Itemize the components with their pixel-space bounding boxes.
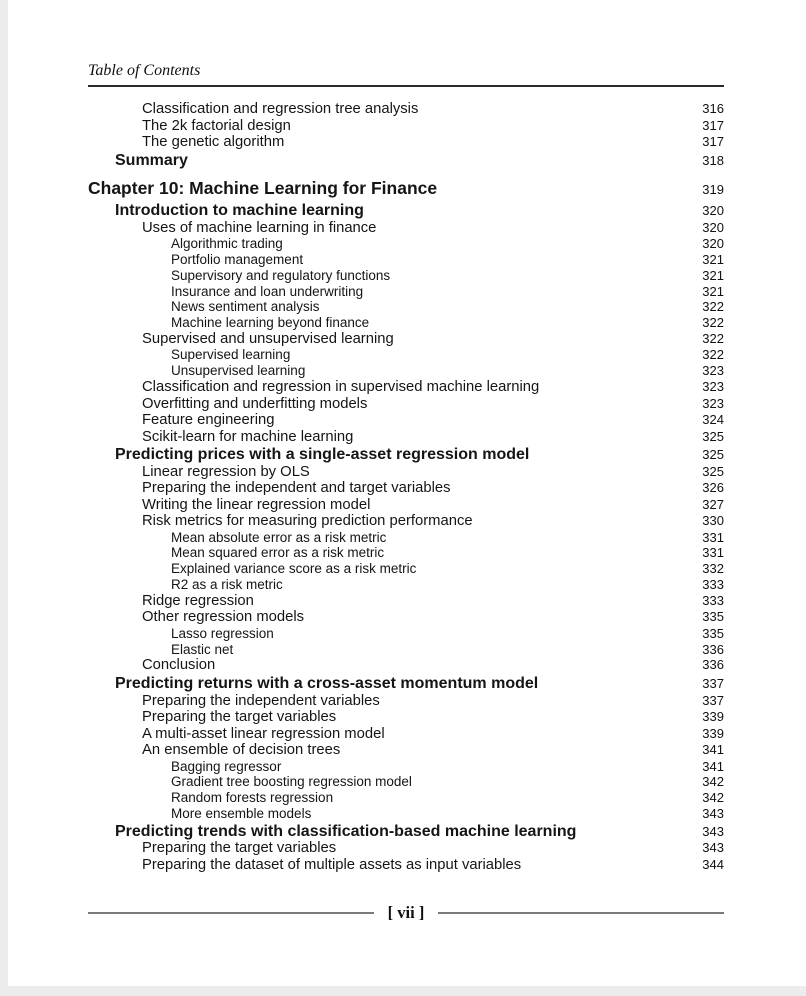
toc-entry-page: 339 <box>702 725 724 741</box>
toc-entry <box>88 236 724 252</box>
toc-entry <box>88 152 724 170</box>
toc-entry-label: Explained variance score as a risk metric <box>171 561 417 577</box>
toc-entry-label: Other regression models <box>142 609 305 626</box>
footer-rule-right <box>438 912 724 914</box>
toc-entry <box>88 693 724 710</box>
toc-entry-page: 319 <box>702 182 724 198</box>
toc-entry-page: 342 <box>702 790 724 806</box>
toc-entry-page: 325 <box>702 428 724 444</box>
toc-entry-page: 322 <box>702 330 724 346</box>
toc-entry <box>88 299 724 315</box>
toc-entry-label: More ensemble models <box>171 805 312 821</box>
toc-entry-label: R2 as a risk metric <box>171 577 283 593</box>
toc-entry-label: Elastic net <box>171 641 234 657</box>
toc-entry-page: 322 <box>702 299 724 315</box>
toc-entry-label: Portfolio management <box>171 251 304 267</box>
toc-entry-label: Preparing the independent variables <box>142 692 380 709</box>
toc-entry <box>88 642 724 658</box>
toc-entry-label: Linear regression by OLS <box>142 463 310 480</box>
toc-entry-label: Classification and regression in supervised machine learning <box>142 379 540 396</box>
toc-entry-label: Gradient tree boosting regression model <box>171 774 412 790</box>
toc-entry-page: 325 <box>702 447 724 463</box>
toc-entry <box>88 790 724 806</box>
toc-entry-label: Conclusion <box>142 657 216 674</box>
toc-entry-page: 343 <box>702 805 724 821</box>
toc-entry <box>88 315 724 331</box>
toc-entry-page: 322 <box>702 315 724 331</box>
toc-entry-label: Summary <box>115 151 188 169</box>
toc-entry <box>88 626 724 642</box>
toc-entry-label: Predicting prices with a single-asset regression model <box>115 446 530 464</box>
toc-entry-label: Introduction to machine learning <box>115 202 364 220</box>
toc-entry-label: Preparing the target variables <box>142 840 337 857</box>
toc-entry-page: 336 <box>702 641 724 657</box>
toc-entry-label: News sentiment analysis <box>171 299 320 315</box>
toc-entry <box>88 513 724 530</box>
toc-entry-page: 336 <box>702 657 724 673</box>
toc-entry <box>88 806 724 822</box>
toc-entry <box>88 331 724 348</box>
toc-entry-page: 337 <box>702 675 724 691</box>
toc-entry <box>88 464 724 481</box>
toc-entry <box>88 101 724 118</box>
toc-entry-label: Overfitting and underfitting models <box>142 395 368 412</box>
toc-list <box>88 101 724 873</box>
toc-entry-label: Feature engineering <box>142 412 275 429</box>
toc-entry-page: 323 <box>702 395 724 411</box>
toc-entry-label: Bagging regressor <box>171 758 282 774</box>
toc-entry-label: Scikit-learn for machine learning <box>142 428 354 445</box>
toc-entry-page: 322 <box>702 347 724 363</box>
toc-entry-label: Chapter 10: Machine Learning for Finance <box>88 178 438 199</box>
toc-entry <box>88 742 724 759</box>
toc-entry-label: The 2k factorial design <box>142 117 291 134</box>
toc-entry <box>88 284 724 300</box>
toc-entry-label: Classification and regression tree analysis <box>142 101 419 117</box>
toc-entry-label: Preparing the independent and target variables <box>142 480 451 497</box>
toc-entry <box>88 857 724 874</box>
toc-entry-label: A multi-asset linear regression model <box>142 725 385 742</box>
toc-entry-label: An ensemble of decision trees <box>142 742 341 759</box>
toc-entry-page: 321 <box>702 267 724 283</box>
toc-entry-page: 318 <box>702 152 724 168</box>
page-footer <box>88 903 724 923</box>
toc-entry-label: Mean squared error as a risk metric <box>171 545 385 561</box>
toc-entry <box>88 759 724 775</box>
header-title: Table of Contents <box>88 62 201 79</box>
toc-entry <box>88 429 724 446</box>
toc-entry <box>88 709 724 726</box>
toc-entry-page: 335 <box>702 609 724 625</box>
toc-entry-page: 324 <box>702 412 724 428</box>
toc-entry <box>88 577 724 593</box>
toc-entry <box>88 446 724 464</box>
toc-entry <box>88 545 724 561</box>
toc-entry <box>88 593 724 610</box>
toc-entry-page: 320 <box>702 236 724 252</box>
toc-entry-page: 320 <box>702 219 724 235</box>
toc-entry-page: 335 <box>702 625 724 641</box>
toc-entry <box>88 774 724 790</box>
toc-entry-page: 317 <box>702 134 724 149</box>
toc-entry <box>88 363 724 379</box>
toc-entry-page: 321 <box>702 283 724 299</box>
toc-entry-label: The genetic algorithm <box>142 134 285 150</box>
toc-entry <box>88 347 724 363</box>
toc-entry-page: 332 <box>702 561 724 577</box>
toc-entry-page: 317 <box>702 117 724 133</box>
toc-entry-page: 320 <box>702 203 724 219</box>
toc-entry-label: Algorithmic trading <box>171 236 283 252</box>
toc-entry-label: Preparing the target variables <box>142 709 337 726</box>
toc-entry-label: Ridge regression <box>142 592 254 609</box>
toc-entry <box>88 561 724 577</box>
toc-entry-label: Supervisory and regulatory functions <box>171 267 391 283</box>
toc-entry <box>88 609 724 626</box>
toc-entry-label: Unsupervised learning <box>171 363 306 379</box>
toc-entry <box>88 840 724 857</box>
toc-entry-label: Writing the linear regression model <box>142 496 371 513</box>
toc-entry <box>88 657 724 674</box>
toc-entry-label: Random forests regression <box>171 790 334 806</box>
toc-entry <box>88 268 724 284</box>
toc-entry-page: 316 <box>702 101 724 116</box>
toc-entry-label: Machine learning beyond finance <box>171 315 370 331</box>
toc-entry-page: 327 <box>702 496 724 512</box>
toc-entry-label: Mean absolute error as a risk metric <box>171 529 387 545</box>
toc-entry-page: 321 <box>702 251 724 267</box>
toc-entry <box>88 379 724 396</box>
toc-entry-page: 341 <box>702 758 724 774</box>
toc-entry-page: 341 <box>702 742 724 758</box>
document-page <box>8 0 806 986</box>
toc-entry <box>88 412 724 429</box>
toc-entry-page: 339 <box>702 709 724 725</box>
toc-entry <box>88 396 724 413</box>
toc-entry-label: Risk metrics for measuring prediction performance <box>142 513 473 530</box>
toc-entry <box>88 675 724 693</box>
toc-entry <box>88 530 724 546</box>
running-header <box>88 62 724 87</box>
toc-entry <box>88 726 724 743</box>
toc-entry <box>88 497 724 514</box>
toc-entry-label: Supervised and unsupervised learning <box>142 330 394 347</box>
toc-entry <box>88 134 724 151</box>
toc-entry-page: 323 <box>702 379 724 395</box>
toc-entry-label: Supervised learning <box>171 347 291 363</box>
toc-entry-page: 337 <box>702 692 724 708</box>
toc-entry-page: 333 <box>702 592 724 608</box>
footer-page-number: [ vii ] <box>387 903 425 922</box>
toc-entry-page: 323 <box>702 363 724 379</box>
toc-entry-page: 325 <box>702 463 724 479</box>
toc-entry-page: 343 <box>702 823 724 839</box>
toc-entry <box>88 823 724 841</box>
toc-entry <box>88 252 724 268</box>
toc-entry-page: 333 <box>702 577 724 593</box>
toc-entry-page: 331 <box>702 529 724 545</box>
toc-entry-label: Predicting returns with a cross-asset momentum model <box>115 674 539 692</box>
toc-entry-label: Lasso regression <box>171 625 274 641</box>
toc-entry <box>88 220 724 237</box>
toc-entry-label: Insurance and loan underwriting <box>171 283 364 299</box>
toc-entry-label: Preparing the dataset of multiple assets as input variables <box>142 856 522 873</box>
toc-entry-label: Uses of machine learning in finance <box>142 219 377 236</box>
footer-rule-left <box>88 912 374 914</box>
toc-entry-page: 342 <box>702 774 724 790</box>
toc-entry-page: 343 <box>702 840 724 856</box>
toc-entry-page: 326 <box>702 480 724 496</box>
toc-entry-page: 330 <box>702 513 724 529</box>
toc-entry <box>88 202 724 220</box>
toc-entry-page: 331 <box>702 545 724 561</box>
toc-entry-label: Predicting trends with classification-based machine learning <box>115 822 577 840</box>
toc-entry <box>88 118 724 135</box>
toc-entry-page: 344 <box>702 856 724 872</box>
toc-entry <box>88 178 724 200</box>
toc-entry <box>88 480 724 497</box>
